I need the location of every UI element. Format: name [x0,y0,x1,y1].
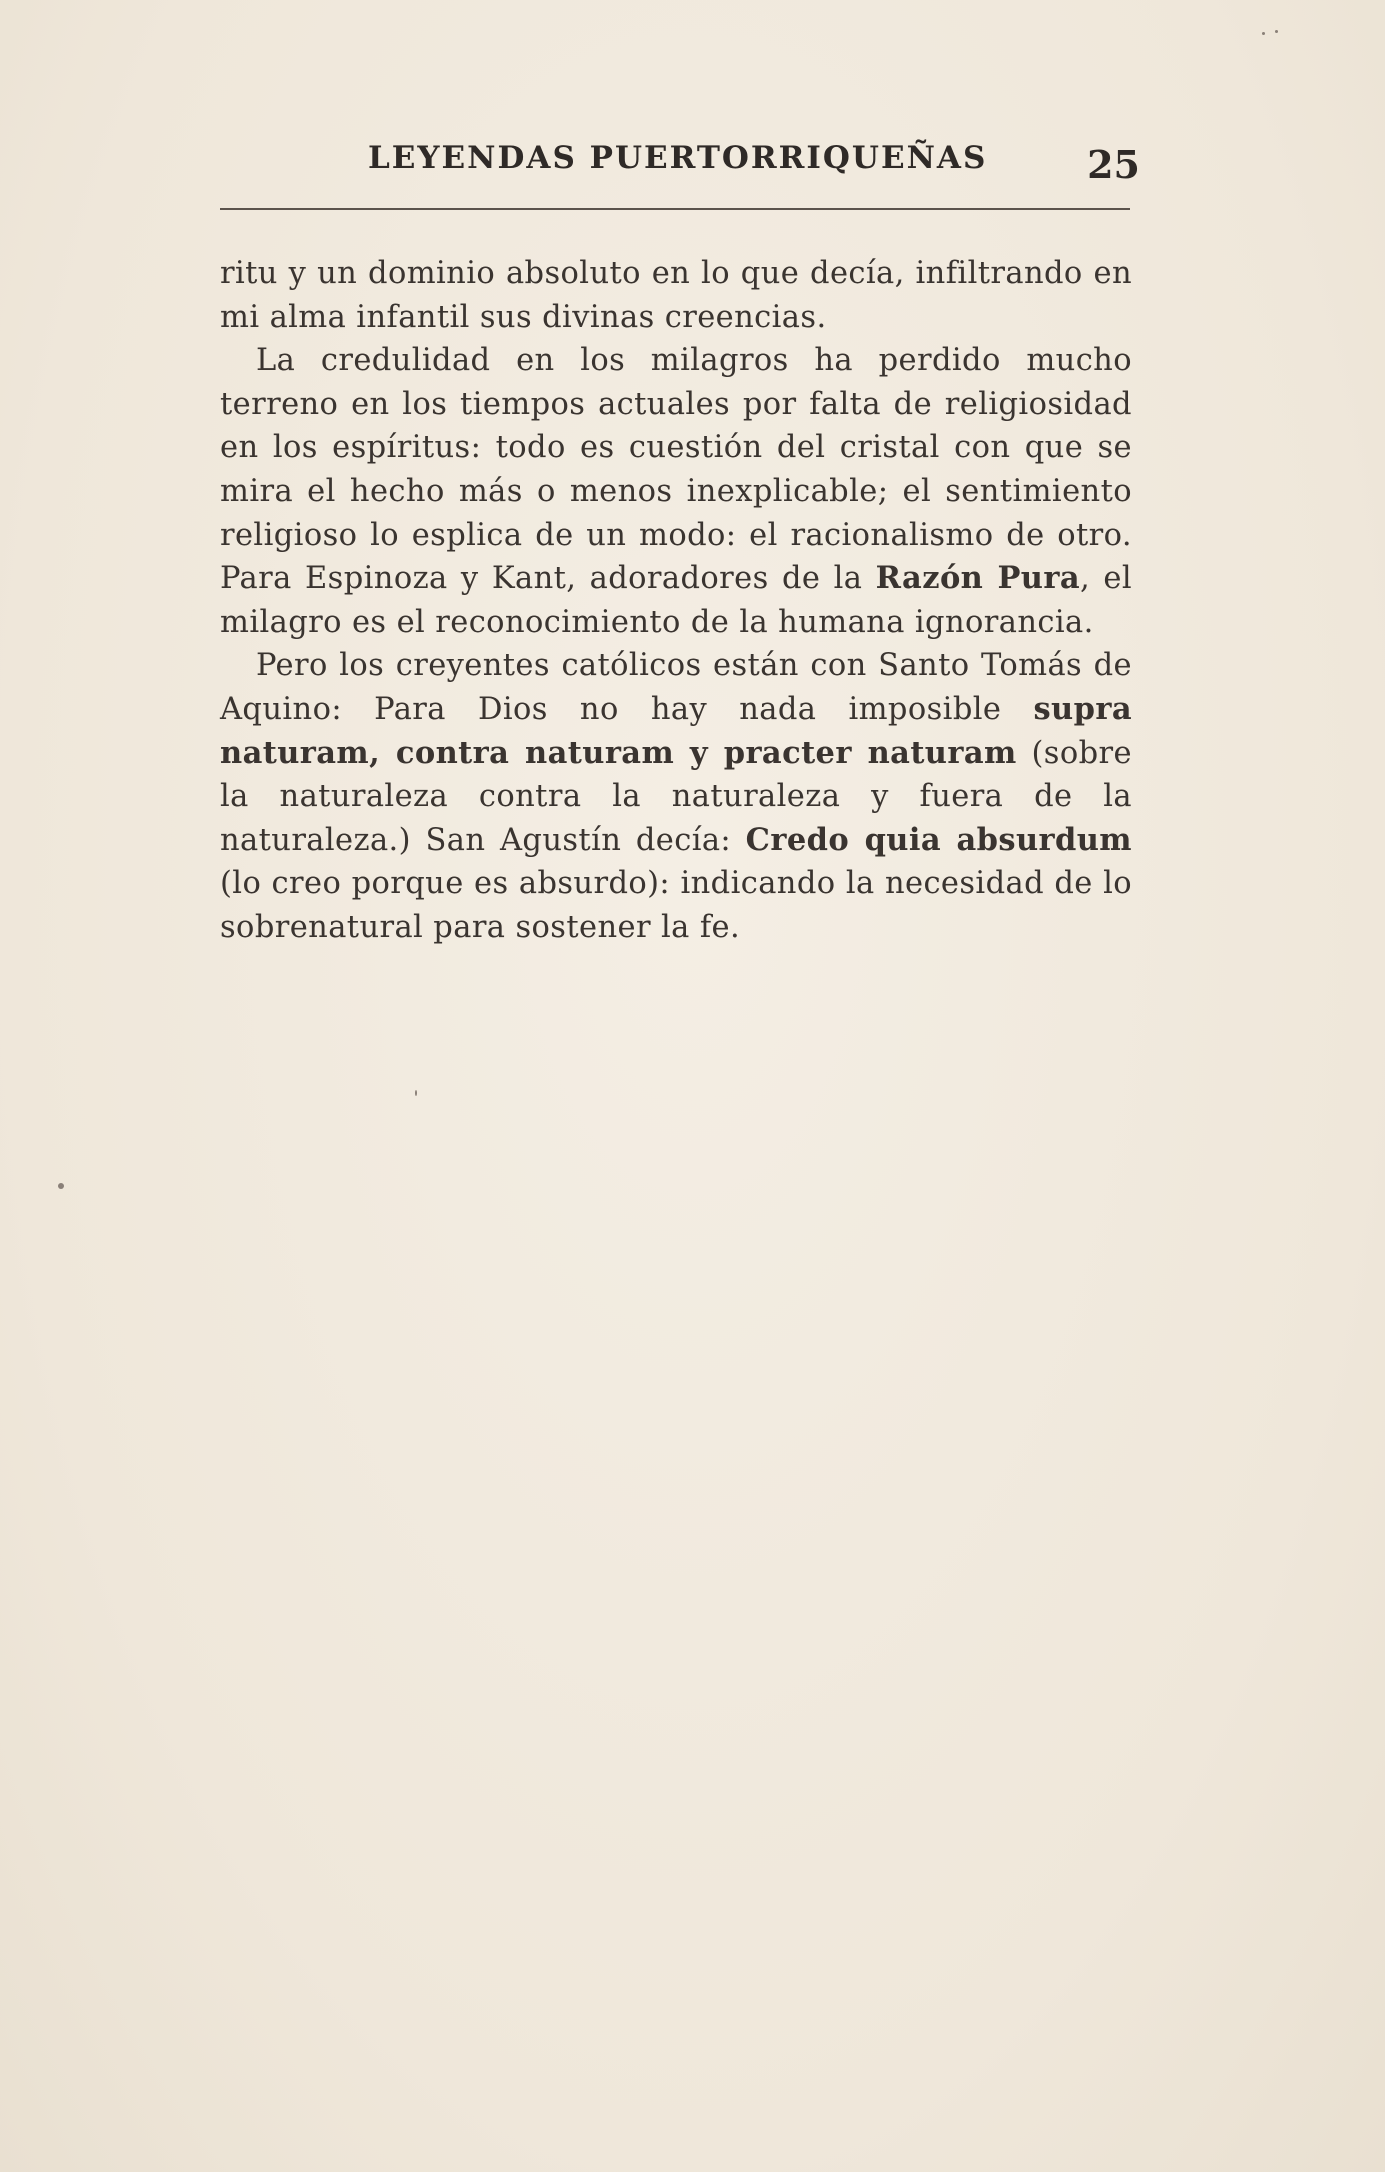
paragraph-3-text-e: (lo creo porque es absurdo): indicando la necesidad de lo sobrenatural para sostener la fe. [220,866,1132,945]
paragraph-3 [220,644,1132,949]
paragraph-1-text: ritu y un dominio absoluto en lo que decía, infiltrando en mi alma infantil sus divinas creencias. [220,256,1132,335]
paragraph-3-latin-phrase: supra naturam, contra naturam y practer naturam [220,690,1132,771]
running-title: LEYENDAS PUERTORRIQUEÑAS [368,140,988,176]
paragraph-3-text-c: (sobre la naturaleza contra la naturaleza y fuera de la naturaleza.) San Agustín decía: [220,735,1132,858]
paper-speck [58,1183,64,1189]
body-text [220,252,1132,950]
paragraph-2-text-c: , el milagro es el reconocimiento de la humana ignorancia. [220,561,1132,640]
paragraph-3-latin-quote: Credo quia absurdum [745,821,1132,858]
paper-speck [415,1090,417,1096]
paragraph-1 [220,252,1132,339]
paragraph-3-text-a: Pero los creyentes católicos están con Santo Tomás de Aquino: Para Dios no hay nada imposible [220,648,1132,727]
page-number: 25 [1087,142,1140,187]
page-header [220,138,1140,218]
paper-speck [1275,30,1278,33]
paper-speck [1262,32,1265,35]
paragraph-2-text-a: La credulidad en los milagros ha perdido mucho terreno en los tiempos actuales por falta de religiosidad en los espíritus: todo es cuestión del cristal con que se mira el hecho más o menos inexplicable; el sentimiento religioso lo esplica de un modo: el racionalismo de otro. Para Espinoza y Kant, adoradores de la [220,343,1132,597]
paragraph-2 [220,339,1132,644]
paragraph-2-emphasis: Razón Pura [875,560,1080,597]
header-rule [220,208,1130,210]
